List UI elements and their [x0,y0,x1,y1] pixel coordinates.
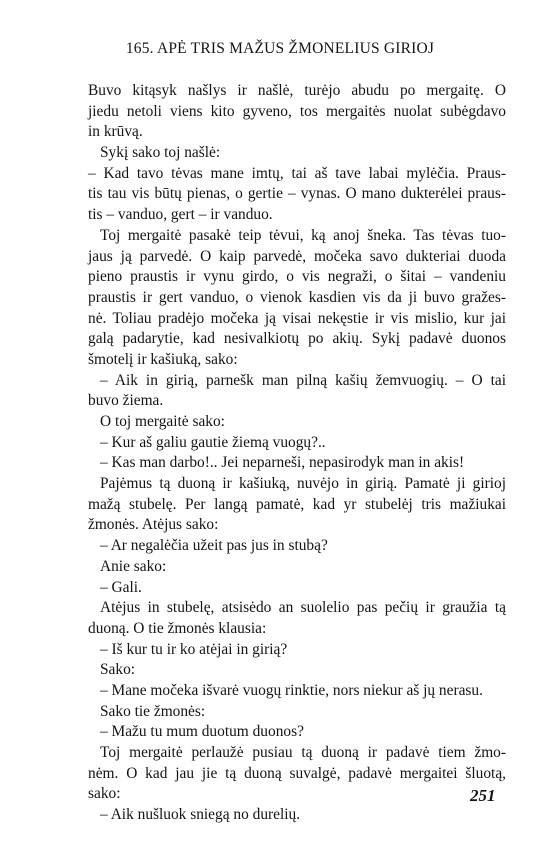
chapter-title: 165. APĖ TRIS MAŽUS ŽMONELIUS GIRIOJ [125,40,435,57]
text-line: – Aik in girią, parnešk man pilną kašių žemvuogių. – O tai [100,371,506,389]
text-line: jiedu netoli viens kito gyveno, tos mergaitės nuolat subėgdavo [88,102,506,120]
text-line: – Iš kur tu ir ko atėjai in girią? [100,640,288,658]
text-line: Sako: [100,661,136,679]
text-line: nė. Toliau pradėjo močeka ją visai nekęstie ir vis mislio, kur jai [88,309,506,327]
text-line: Buvo kitąsyk našlys ir našlė, turėjo abudu po mergaitę. O [88,82,506,99]
text-line: pieno praustis ir vynu girdo, o vis negraži, o šitai – vandeniu [88,268,506,286]
text-line: Sykį sako toj našlė: [100,144,221,162]
text-line: Anie sako: [100,557,167,575]
story-text [88,81,506,826]
text-line: nėm. O kad jau jie tą duoną suvalgė, padavė mergaitei šluotą, [88,764,506,782]
text-line: galą padarytie, kad nesivalkiotų po akių. Sykį padavė duonos [88,330,506,348]
text-line: in krūvą. [88,123,143,141]
text-line: buvo žiema. [88,392,164,410]
text-line: – Gali. [100,578,142,596]
page-number: 251 [470,786,496,805]
text-line: Atėjus in stubelę, atsisėdo an suolelio pas pečių ir graužia tą [100,599,506,617]
text-line: Toj mergaitė pasakė teip tėvui, ką anoj šneka. Tas tėvas tuo- [100,226,506,244]
text-line: Pajėmus tą duoną ir kašiuką, nuvėjo in girią. Pamatė ji girioj [100,475,506,493]
text-line: – Kad tavo tėvas mane imtų, tai aš tave labai mylėčia. Praus- [88,164,506,182]
text-line: duoną. O tie žmonės klausia: [88,619,267,637]
text-line: – Kur aš galiu gautie žiemą vuogų?.. [100,433,326,451]
text-line: sako: [88,785,121,803]
text-line: Sako tie žmonės: [100,702,206,720]
text-line: jaus ją parvedė. O kaip parvedė, močeka savo dukteriai duoda [88,247,506,265]
text-line: – Mane močeka išvarė vuogų rinktie, nors niekur aš jų nerasu. [100,681,483,699]
text-line: tis – vanduo, gert – ir vanduo. [88,206,273,224]
text-line: šmotelį ir kašiuką, sako: [88,350,238,368]
text-line: O toj mergaitė sako: [100,413,225,430]
text-line: Toj mergaitė perlaužė pusiau tą duoną ir padavė tiem žmo- [100,744,506,761]
text-line: – Kas man darbo!.. Jei neparneši, nepasirodyk man in akis! [100,454,465,472]
text-line: praustis ir gert vanduo, o vienok kasdien vis da ji buvo gražes- [88,288,506,306]
text-line: – Ar negalėčia užeit pas jus in stubą? [100,537,328,555]
text-line: tis tau vis būtų pienas, o gertie – vynas. O mano dukterėlei praus- [88,185,506,203]
text-line: mažą stubelę. Per langą pamatė, kad yr stubelėj tris mažiukai [88,495,506,513]
text-line: žmonės. Atėjus sako: [88,516,219,534]
text-line: – Mažu tu mum duotum duonos? [100,723,304,741]
text-line: – Aik nušluok sniegą no durelių. [100,806,301,824]
